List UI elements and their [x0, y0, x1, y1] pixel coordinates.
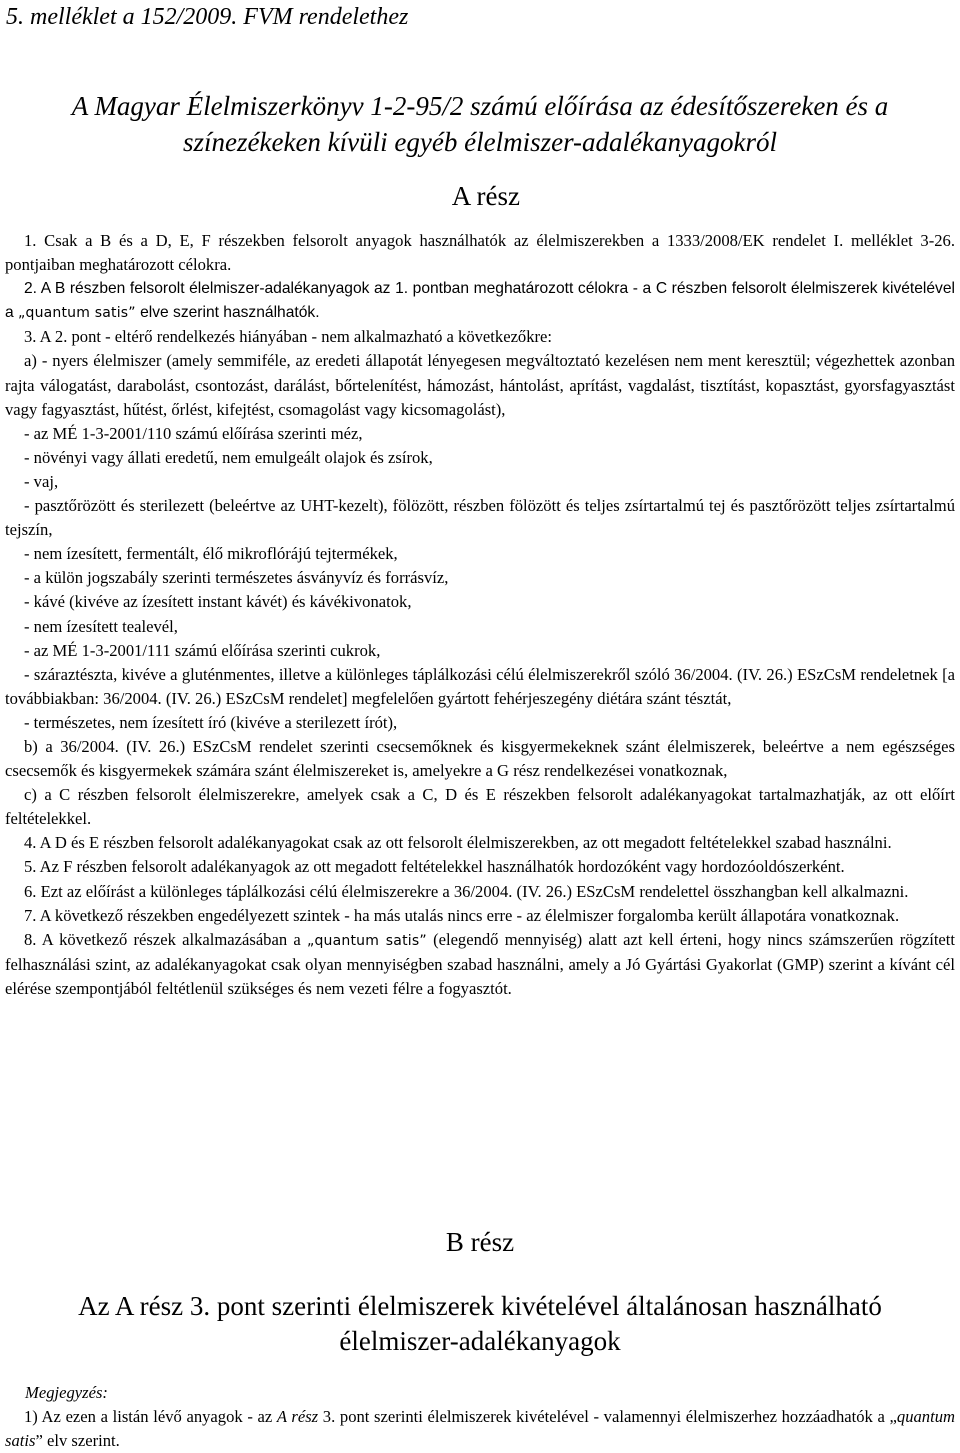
note-item-1 [5, 1405, 955, 1453]
section-heading-part-a: A rész [451, 181, 520, 211]
part-b-subtitle-line-2: élelmiszer-adalékanyagok [339, 1326, 621, 1356]
paragraph-8-text: 8. A következő részek alkalmazásában a [24, 929, 301, 949]
paragraph-6: 6. Ezt az előírást a különleges táplálkozási célú élelmiszerekre a 36/2004. (IV. 26.) ESzCsM rendelettel összhangban kell alkalmazni. [24, 881, 909, 901]
paragraph-3c: c) a C részben felsorolt élelmiszerekre, amelyek csak a C, D és E részekben felsorolt adalékanyagokat tartalmazhatják, az ott előírt feltételekkel. [5, 785, 955, 829]
part-a-body [5, 229, 955, 1001]
quantum-satis-term: quantum satis [5, 1407, 955, 1451]
paragraph-4: 4. A D és E részben felsorolt adalékanyagokat csak az ott felsorolt élelmiszerekben, az ott megadott feltételekkel szabad használni. [24, 833, 892, 853]
list-item: - nem ízesített, fermentált, élő mikroflórájú tejtermékek, [24, 544, 398, 564]
list-item: - a külön jogszabály szerinti természetes ásványvíz és forrásvíz, [24, 568, 449, 588]
list-item: - vaj, [24, 471, 59, 491]
paragraph-8-text-end: (elegendő mennyiség) alatt azt kell érteni, hogy nincs számszerűen rögzített felhasználási szint, az adalékanyagokat csak olyan mennyiségben szabad használni, amely a Jó Gyártási Gyakorlat (GMP) szerint a kívánt cél elérése szempontjából feltétlenül szükséges és nem vezeti félre a fogyasztót. [5, 929, 956, 998]
paragraph-8 [5, 928, 955, 1001]
list-item: - kávé (kivéve az ízesített instant kávét) és kávékivonatok, [24, 592, 412, 612]
note-item-1-text-mid: 3. pont szerinti élelmiszerek kivételével - valamennyi élelmiszerhez hozzáadhatók a [322, 1407, 885, 1427]
note-block [5, 1381, 955, 1453]
list-item: - száraztészta, kivéve a gluténmentes, illetve a különleges táplálkozási célú élelmiszerekről szóló 36/2004. (IV. 26.) ESzCsM rendeletnek [a továbbiakban: 36/2004. (IV. 26.) ESzCsM rendelet] megfelelően gyártott fehérjeszegény diétára szánt tésztát, [5, 664, 955, 708]
part-b-subtitle-line-1: Az A rész 3. pont szerinti élelmiszerek kivételével általánosan használható [78, 1291, 882, 1321]
list-item: - az MÉ 1-3-2001/111 számú előírása szerinti cukrok, [24, 640, 381, 660]
quote-open: „ [889, 1407, 897, 1427]
quantum-satis-term: „quantum satis” [307, 932, 427, 949]
quote-close: ” [35, 1431, 43, 1451]
paragraph-3: 3. A 2. pont - eltérő rendelkezés hiányában - nem alkalmazható a következőkre: [24, 327, 553, 347]
list-item: - pasztőrözött és sterilezett (beleértve az UHT-kezelt), fölözött, részben fölözött és teljes zsírtartalmú tej és pasztőrözött teljes zsírtartalmú tejszín, [5, 496, 955, 540]
list-item: - természetes, nem ízesített író (kivéve a sterilezett írót), [24, 712, 398, 732]
document-title-line-2: színezékeken kívüli egyéb élelmiszer-adalékanyagokról [183, 127, 777, 157]
part-b-subtitle [0, 1289, 960, 1359]
paragraph-1: 1. Csak a B és a D, E, F részekben felsorolt anyagok használhatók az élelmiszerekben a 1333/2008/EK rendelet I. melléklet 3-26. pontjaiban meghatározott célokra. [5, 231, 955, 275]
note-label: Megjegyzés: [25, 1383, 108, 1402]
part-a-reference: A rész [276, 1407, 319, 1427]
list-item: - növényi vagy állati eredetű, nem emulgeált olajok és zsírok, [24, 447, 433, 467]
note-item-1-text: 1) Az ezen a listán lévő anyagok - az [24, 1407, 273, 1427]
annex-header: 5. melléklet a 152/2009. FVM rendelethez [6, 4, 409, 30]
note-item-1-text-end: elv szerint. [46, 1431, 120, 1451]
paragraph-2-text: 2. A B részben felsorolt élelmiszer-adalékanyagok az 1. pontban meghatározott célokra - a C részben felsorolt élelmiszerek kivételével a [5, 280, 955, 322]
document-title-line-1: A Magyar Élelmiszerkönyv 1-2-95/2 számú előírása az édesítőszereken és a [71, 91, 889, 121]
paragraph-3a: a) - nyers élelmiszer (amely semmiféle, az eredeti állapotát lényegesen megváltoztató kezelésen nem ment keresztül; végezhettek azonban rajta válogatást, darabolást, csontozást, darálást, bőrtelenítést, hámozást, hántolást, aprítást, vagdalást, tisztítást, kopasztást, gyorsfagyasztást vagy fagyasztást, hűtést, őrlést, kifejtést, csomagolást vagy kicsomagolást), [5, 351, 955, 419]
paragraph-3b: b) a 36/2004. (IV. 26.) ESzCsM rendelet szerinti csecsemőknek és kisgyermekeknek szánt élelmiszerek, beleértve a nem egészséges csecsemők és kisgyermekek számára szánt élelmiszereket is, amelyekre a G rész rendelkezései vonatkoznak, [5, 736, 955, 781]
paragraph-5: 5. Az F részben felsorolt adalékanyagok az ott megadott feltételekkel használhatók hordozóként vagy hordozóoldószerként. [24, 857, 845, 877]
paragraph-7: 7. A következő részekben engedélyezett szintek - ha más utalás nincs erre - az élelmiszer forgalomba került állapotára vonatkoznak. [24, 905, 900, 925]
paragraph-2-text-end: elve szerint használhatók. [140, 304, 320, 322]
section-heading-part-b: B rész [445, 1227, 515, 1257]
paragraph-2 [5, 277, 955, 325]
list-item: - az MÉ 1-3-2001/110 számú előírása szerinti méz, [24, 423, 363, 443]
document-title [0, 88, 960, 160]
quantum-satis-term: „quantum satis” [18, 305, 136, 322]
list-item: - nem ízesített tealevél, [24, 616, 178, 636]
